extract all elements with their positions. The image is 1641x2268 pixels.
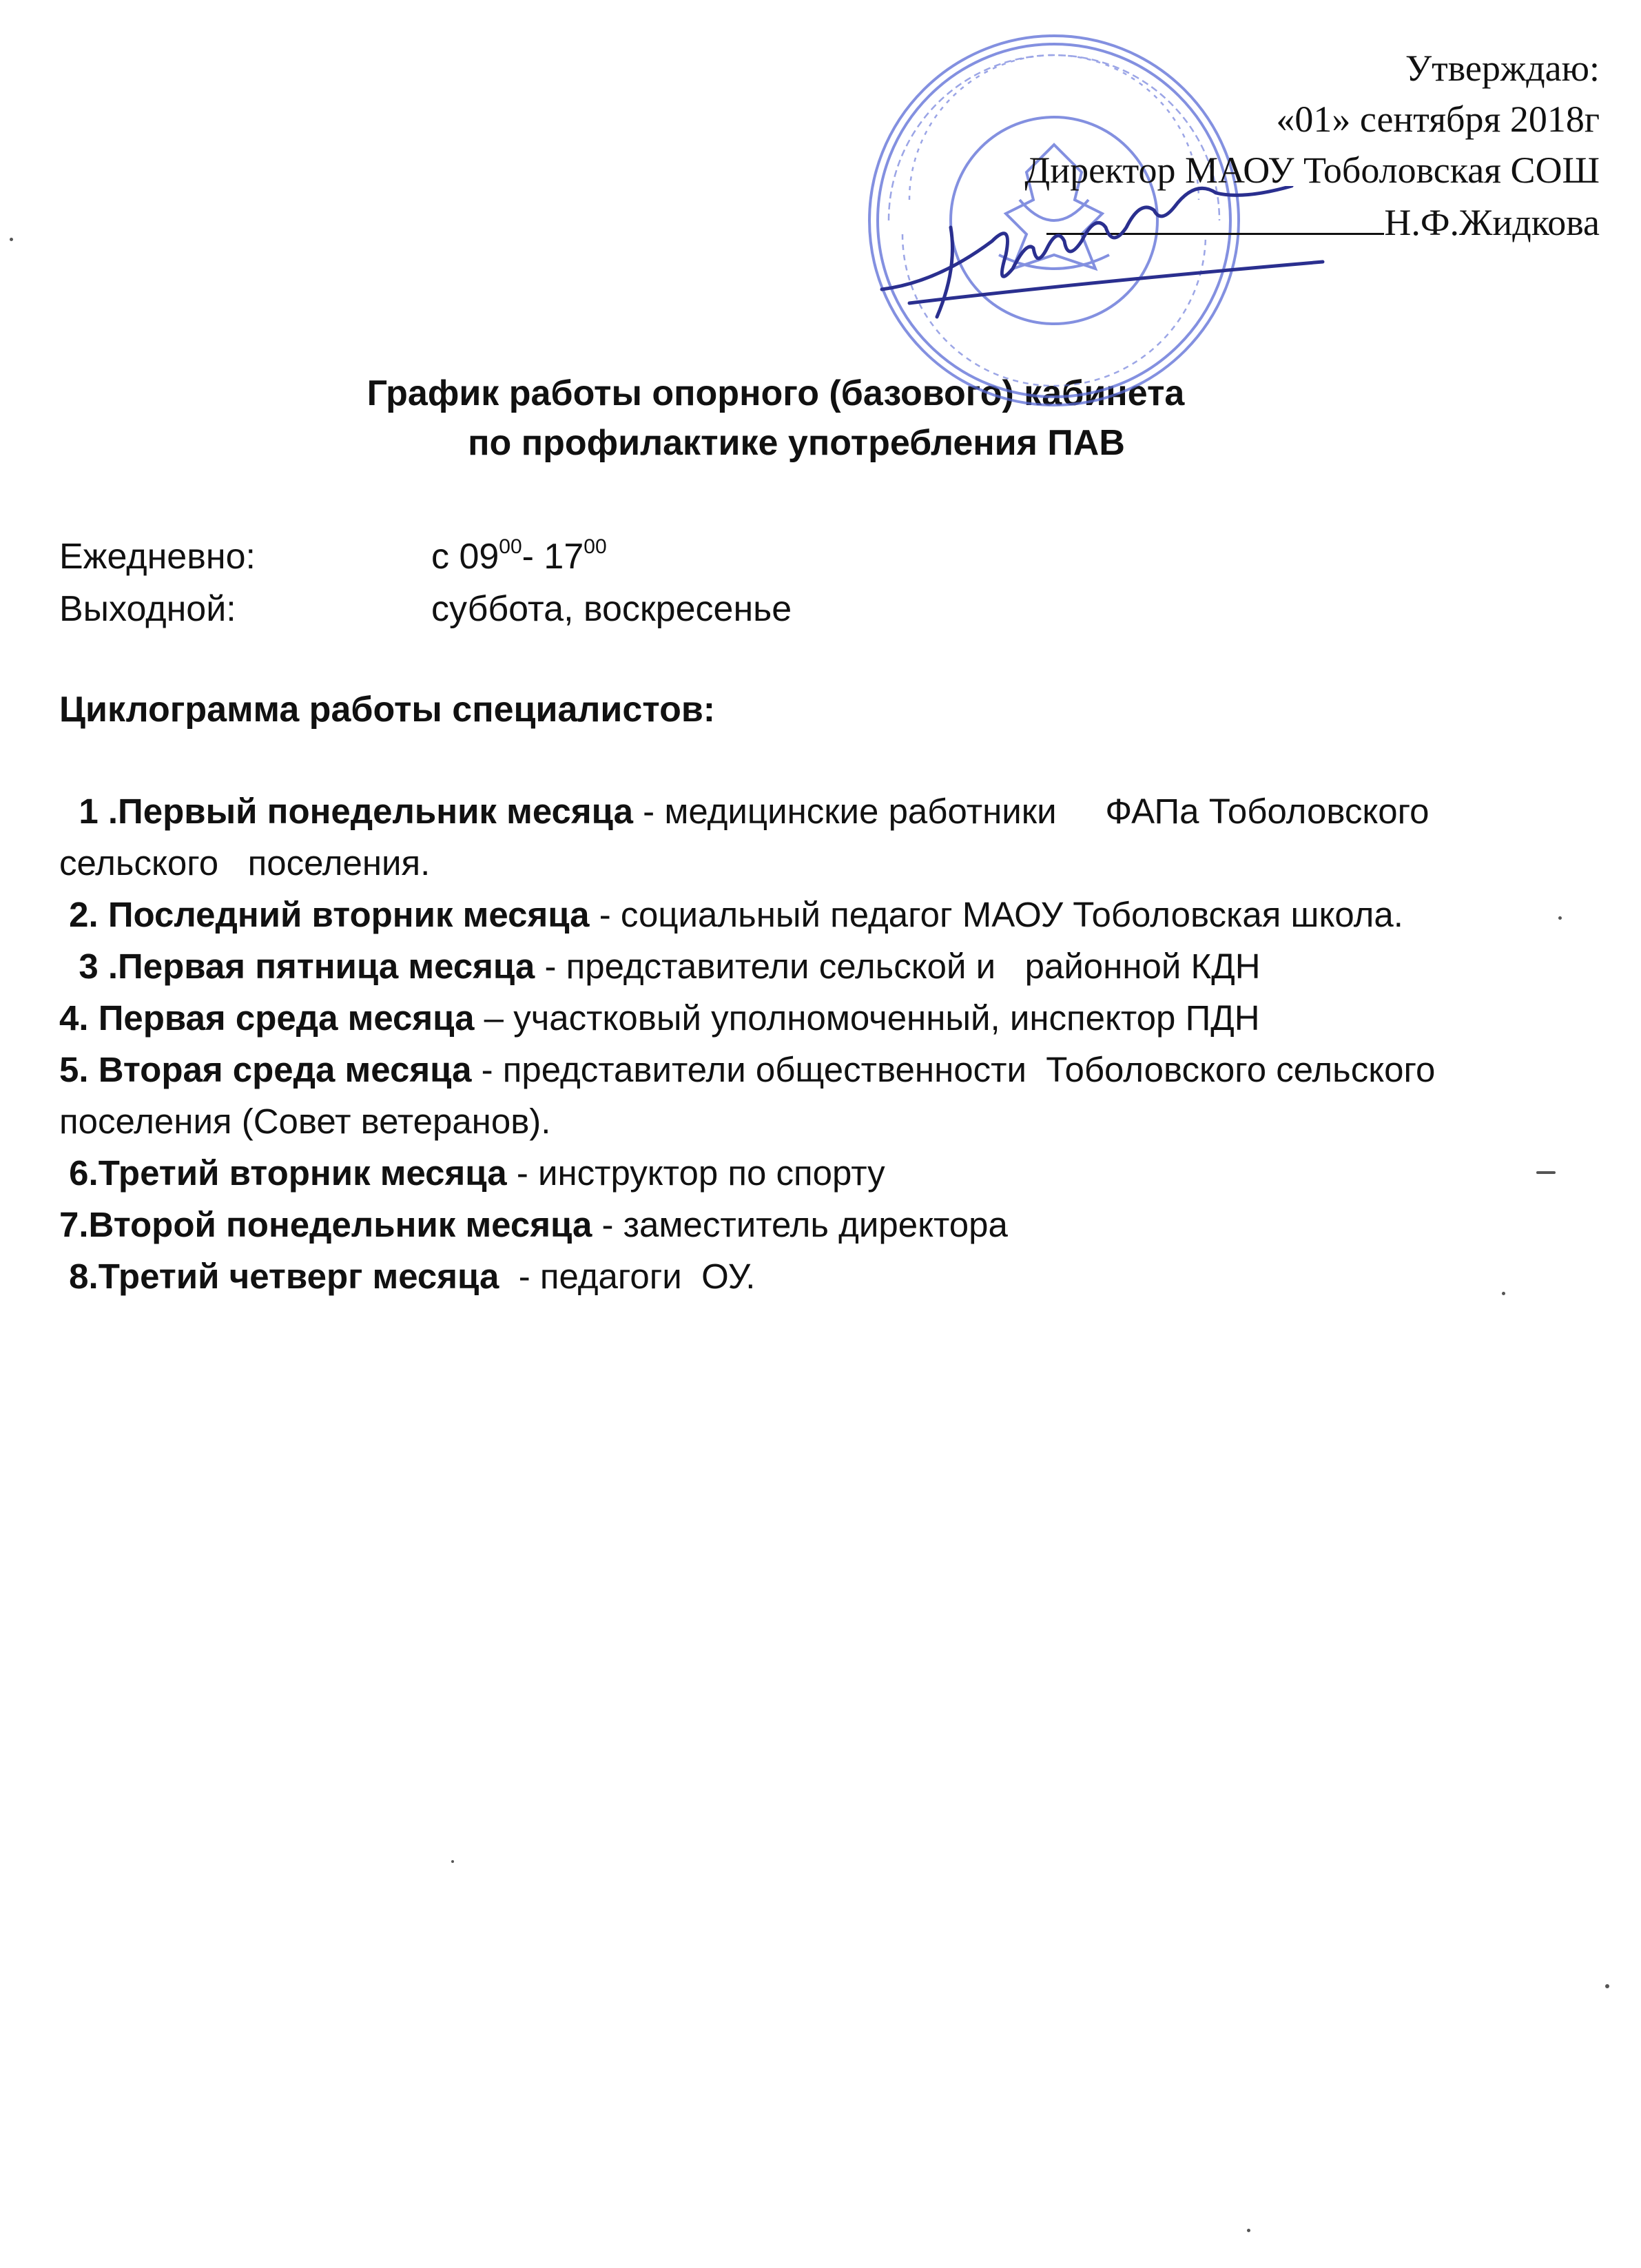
scan-speck [10,238,13,241]
title-line-2: по профилактике употребления ПАВ [468,423,1125,463]
approval-date: «01» сентября 2018г [1276,99,1600,140]
list-item: 8.Третий четверг месяца - педагоги ОУ. [59,1257,756,1296]
off-days: суббота, воскресенье [431,589,792,629]
cyclogram-heading: Циклограмма работы специалистов: [59,690,716,730]
scan-speck [1605,1984,1609,1988]
specialist-list [59,785,1589,1302]
list-item: 7.Второй понедельник месяца - заместитель директора [59,1205,1008,1244]
director-name: Н.Ф.Жидкова [1384,202,1600,243]
off-label: Выходной: [59,589,236,629]
daily-end-minutes: 00 [584,535,607,558]
document-title [0,369,1641,468]
director-signature [868,186,1350,331]
scan-speck [1558,916,1562,920]
daily-end: - 17 [522,537,584,577]
approval-heading: Утверждаю: [1405,48,1600,89]
scan-speck [451,1860,454,1863]
scan-speck [1502,1292,1505,1295]
list-item: 4. Первая среда месяца – участковый уполномоченный, инспектор ПДН [59,998,1260,1038]
approval-position: Директор МАОУ Тоболовская СОШ [1024,150,1600,191]
scan-speck [1536,1171,1556,1174]
list-item: 2. Последний вторник месяца - социальный педагог МАОУ Тоболовская школа. [59,895,1403,934]
daily-hours [431,530,607,583]
list-item: 3 .Первая пятница месяца - представители сельской и районной КДН [59,947,1261,986]
list-item: 1 .Первый понедельник месяца - медицинские работники ФАПа Тоболовского сельского поселения. [59,792,1439,883]
title-line-1: График работы опорного (базового) кабинета [367,373,1185,413]
list-item: 6.Третий вторник месяца - инструктор по спорту [59,1153,885,1193]
daily-start-minutes: 00 [499,535,522,558]
list-item: 5. Вторая среда месяца - представители общественности Тоболовского сельского поселения (Совет ветеранов). [59,1050,1445,1141]
daily-label: Ежедневно: [59,537,256,577]
daily-start: с 09 [431,537,499,577]
scan-speck [1247,2229,1250,2232]
